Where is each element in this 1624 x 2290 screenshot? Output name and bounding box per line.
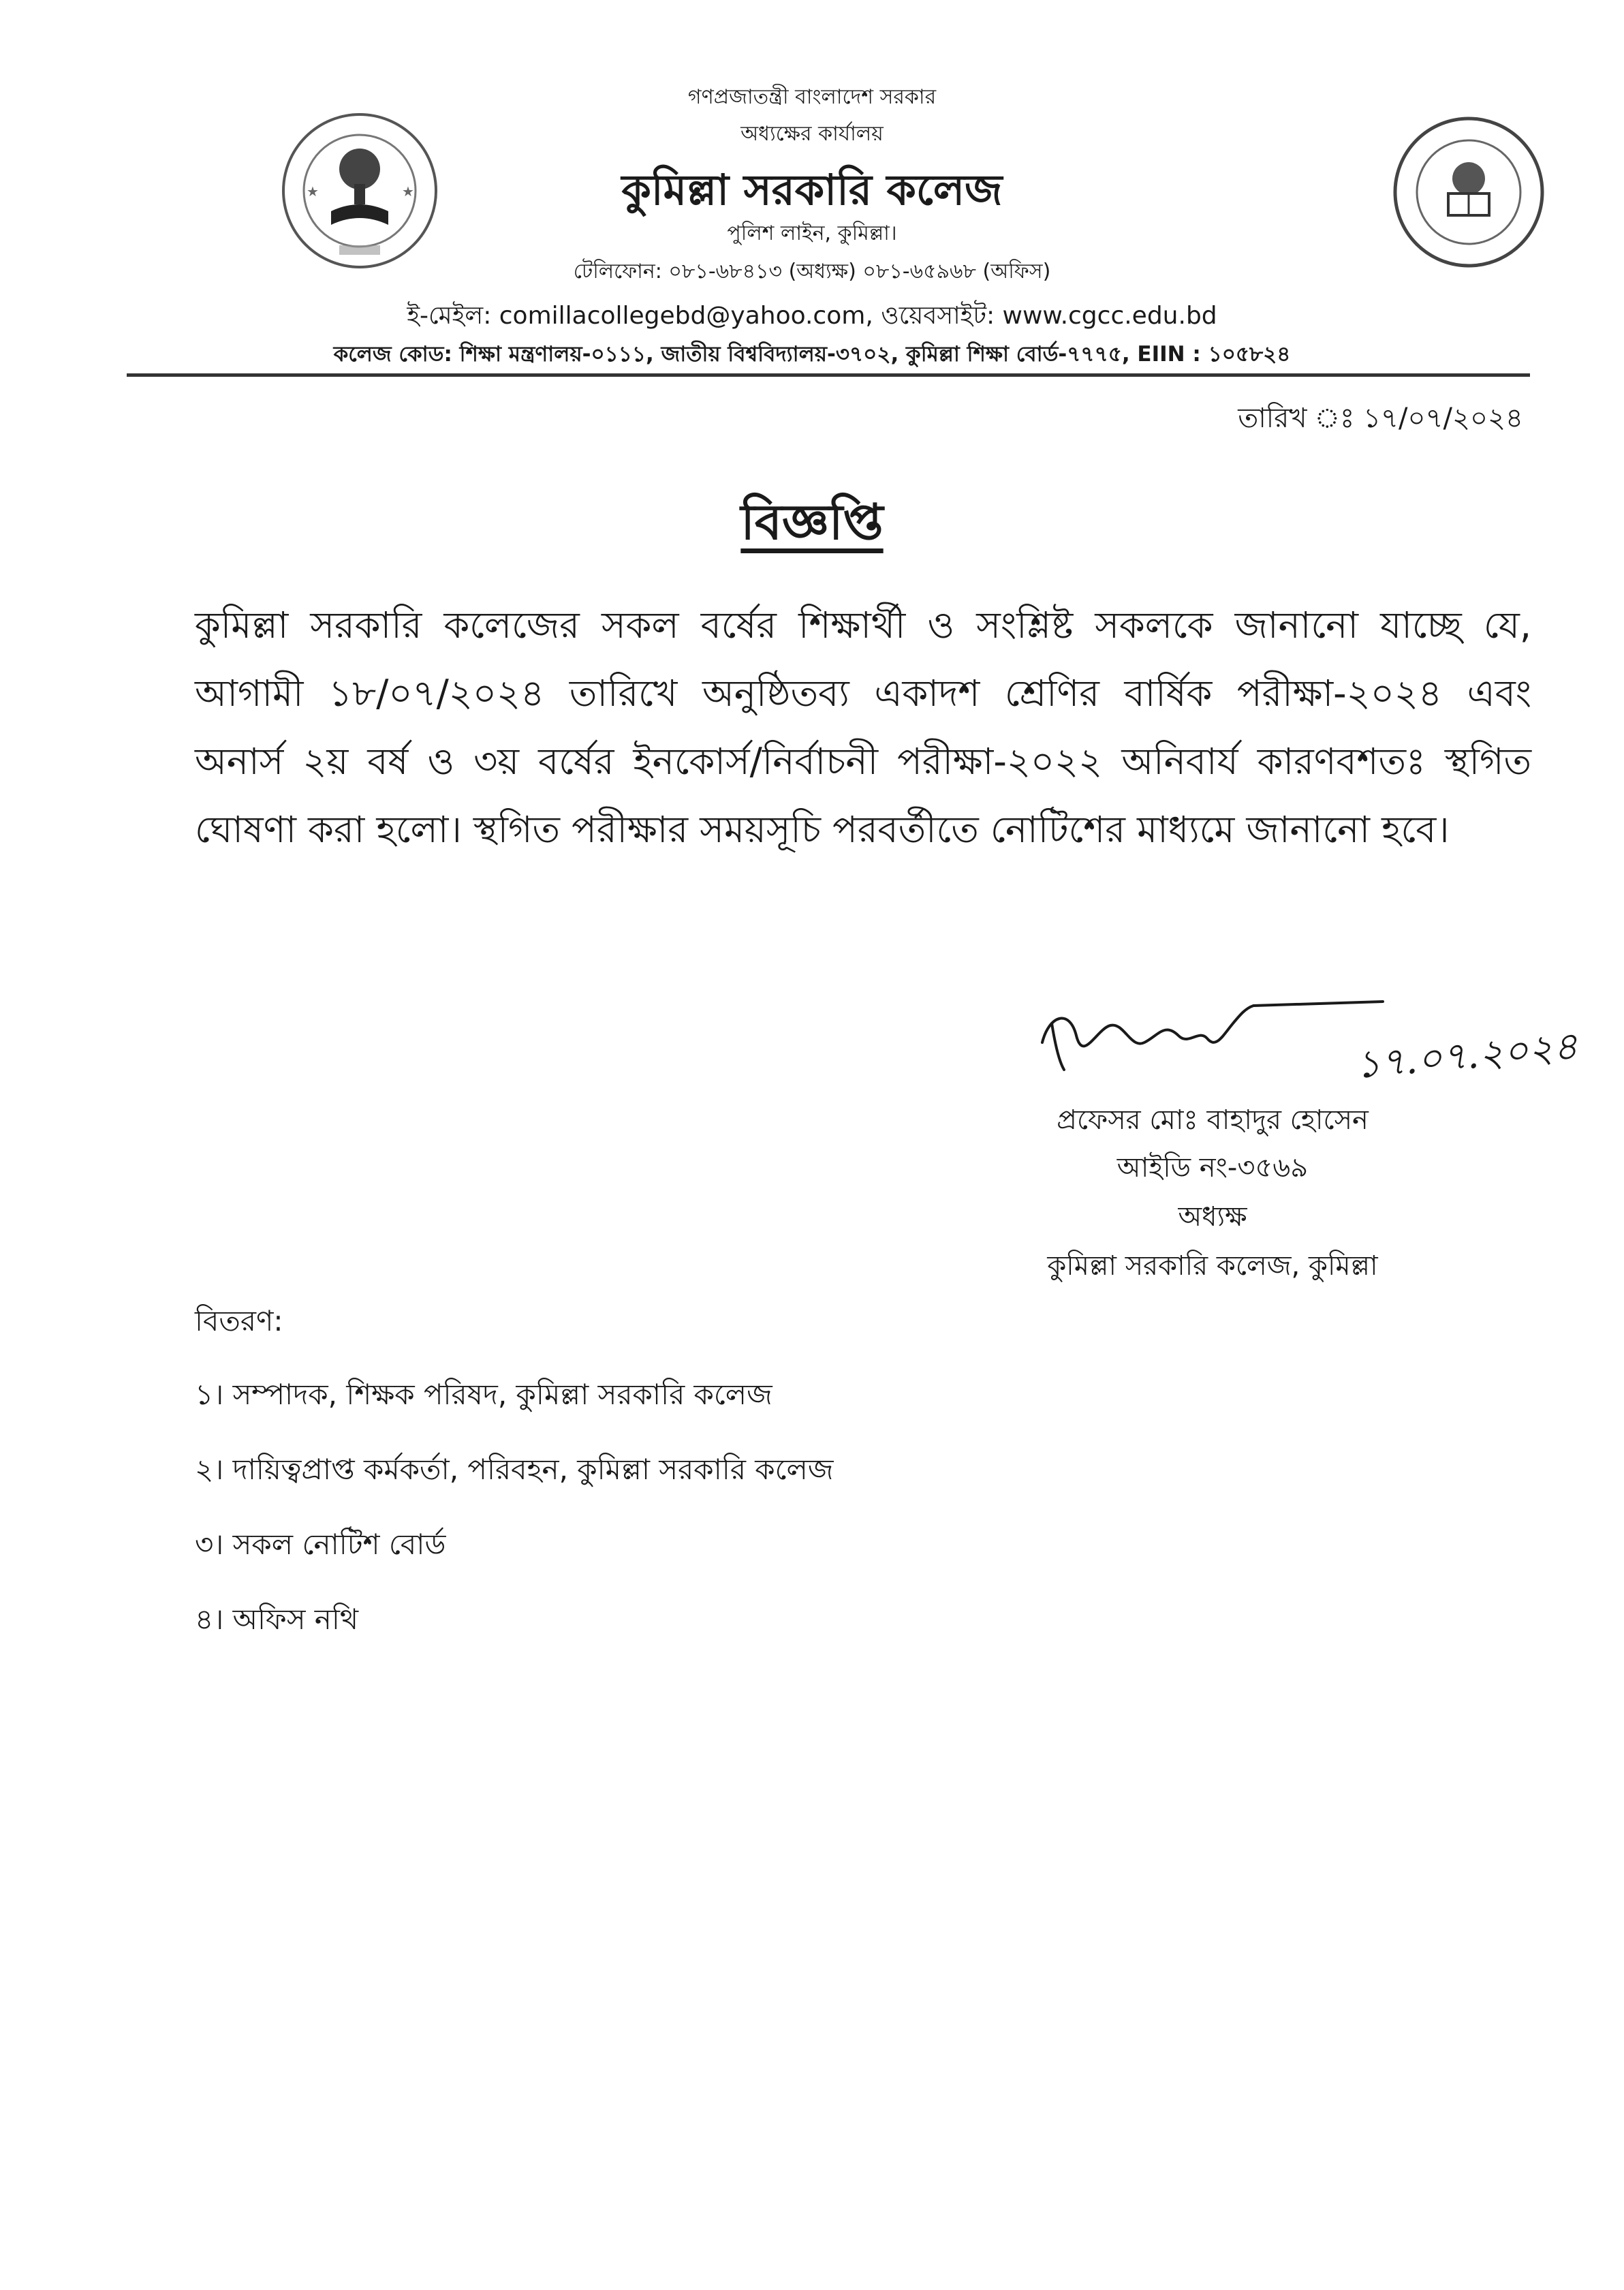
svg-text:★: ★ [402,183,414,200]
notice-title: বিজ্ঞপ্তি [740,493,884,551]
body-line: কুমিল্লা সরকারি কলেজের সকল বর্ষের শিক্ষার্থী ও সংশ্লিষ্ট সকলকে জানানো যাচ্ছে যে, [195,604,1531,647]
notice-date: তারিখ ঃ ১৭/০৭/২০২৪ [1238,403,1523,434]
notice-body [195,591,1531,864]
college-codes-line: কলেজ কোড: শিক্ষা মন্ত্রণালয়-০১১১, জাতীয় বিশ্ববিদ্যালয়-৩৭০২, কুমিল্লা শিক্ষা বোর্ড-৭৭৭৫, EIIN : ১০৫৮২৪ [333,342,1291,367]
body-line: ঘোষণা করা হলো। স্থগিত পরীক্ষার সময়সূচি পরবর্তীতে নোটিশের মাধ্যমে জানানো হবে। [195,808,1450,851]
signatory-institution: কুমিল্লা সরকারি কলেজ, কুমিল্লা [1047,1250,1378,1282]
college-name: কুমিল্লা সরকারি কলেজ [621,165,1003,215]
svg-text:★: ★ [307,183,319,200]
body-line: আগামী ১৮/০৭/২০২৪ তারিখে অনুষ্ঠিতব্য একাদশ শ্রেণির বার্ষিক পরীক্ষা-২০২৪ এবং [195,672,1531,715]
distribution-item: ২। দায়িত্বপ্রাপ্ত কর্মকর্তা, পরিবহন, কুমিল্লা সরকারি কলেজ [195,1453,834,1486]
office-heading: অধ্যক্ষের কার্যালয় [740,122,884,146]
header-divider [127,373,1530,377]
signatory-name: প্রফেসর মোঃ বাহাদুর হোসেন [1057,1104,1369,1136]
government-heading: গণপ্রজাতন্ত্রী বাংলাদেশ সরকার [687,85,937,109]
body-line: অনার্স ২য় বর্ষ ও ৩য় বর্ষের ইনকোর্স/নির্বাচনী পরীক্ষা-২০২২ অনিবার্য কারণবশতঃ স্থগিত [195,740,1531,783]
signatory-id: আইডি নং-৩৫৬৯ [1116,1152,1309,1183]
distribution-item: ১। সম্পাদক, শিক্ষক পরিষদ, কুমিল্লা সরকারি কলেজ [195,1378,772,1411]
phone-line: টেলিফোন: ০৮১-৬৮৪১৩ (অধ্যক্ষ) ০৮১-৬৫৯৬৮ (অফিস) [573,260,1051,283]
distribution-item: ৩। সকল নোটিশ বোর্ড [195,1528,446,1561]
distribution-label: বিতরণ: [195,1304,283,1337]
distribution-item: ৪। অফিস নথি [195,1603,359,1636]
signatory-designation: অধ্যক্ষ [1178,1201,1247,1233]
email-web-line: ই-মেইল: comillacollegebd@yahoo.com, ওয়েবসাইট: www.cgcc.edu.bd [407,302,1217,330]
college-address: পুলিশ লাইন, কুমিল্লা। [727,221,897,245]
handwritten-date: ১৭.০৭.২০২৪ [1354,1023,1580,1088]
